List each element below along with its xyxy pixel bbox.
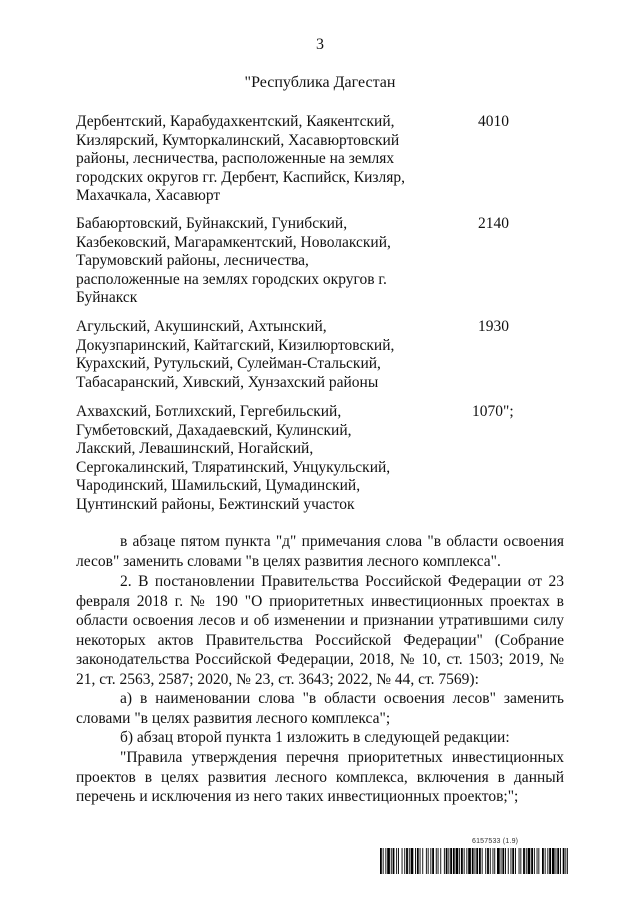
region-list-item: Ахвахский, Ботлихский, Гергебильский, Гумбетовский, Дахадаевский, Кулинский, Лакский, Левашинский, Ногайский, Сергокалинский, Тляратинский, Унцукульский, Чародинский, Шамильский, Цумадинский, Цунтинский районы, Бежтинский участок <box>76 403 391 513</box>
region-value: 2140 <box>478 215 509 232</box>
page-number: 3 <box>316 36 324 53</box>
paragraph-item-a: а) в наименовании слова "в области освоения лесов" заменить словами "в целях развития лесного комплекса"; <box>76 690 564 727</box>
region-value: 1070"; <box>472 403 514 420</box>
section-heading: "Республика Дагестан <box>244 74 396 91</box>
barcode-image <box>380 848 568 874</box>
paragraph-amendment-note: в абзаце пятом пункта "д" примечания слова "в области освоения лесов" заменить словами "в целях развития лесного комплекса". <box>76 533 564 570</box>
region-list-item: Агульский, Акушинский, Ахтынский, Докузпаринский, Кайтагский, Кизилюртовский, Курахский, Рутульский, Сулейман-Стальский, Табасаранский, Хивский, Хунзахский районы <box>76 318 395 391</box>
region-list-item: Дербентский, Карабудахкентский, Каякентский, Кизлярский, Кумторкалинский, Хасавюртовский районы, лесничества, расположенные на землях городских округов гг. Дербент, Каспийск, Кизляр, Махачкала, Хасавюрт <box>76 113 405 205</box>
paragraph-resolution-2: 2. В постановлении Правительства Российской Федерации от 23 февраля 2018 г. № 190 "О приоритетных инвестиционных проектах в области освоения лесов и об изменении и признании утратившими силу некоторых актов Правительства Российской Федерации" (Собрание законодательства Российской Федерации, 2018, № 10, ст. 1503; 2019, № 21, ст. 2563, 2587; 2020, № 23, ст. 3643; 2022, № 44, ст. 7569): <box>76 573 564 688</box>
region-value: 1930 <box>478 318 509 335</box>
region-list-item: Бабаюртовский, Буйнакский, Гунибский, Казбековский, Магарамкентский, Новолакский, Тарумовский районы, лесничества, расположенные на землях городских округов г. Буйнакск <box>76 215 391 307</box>
barcode-number: 6157533 (1.9) <box>472 838 519 845</box>
region-value: 4010 <box>478 113 509 130</box>
paragraph-quoted-rules: "Правила утверждения перечня приоритетных инвестиционных проектов в целях развития лесного комплекса, включения в данный перечень и исключения из него таких инвестиционных проектов;"; <box>76 749 564 806</box>
paragraph-item-b: б) абзац второй пункта 1 изложить в следующей редакции: <box>120 729 510 746</box>
